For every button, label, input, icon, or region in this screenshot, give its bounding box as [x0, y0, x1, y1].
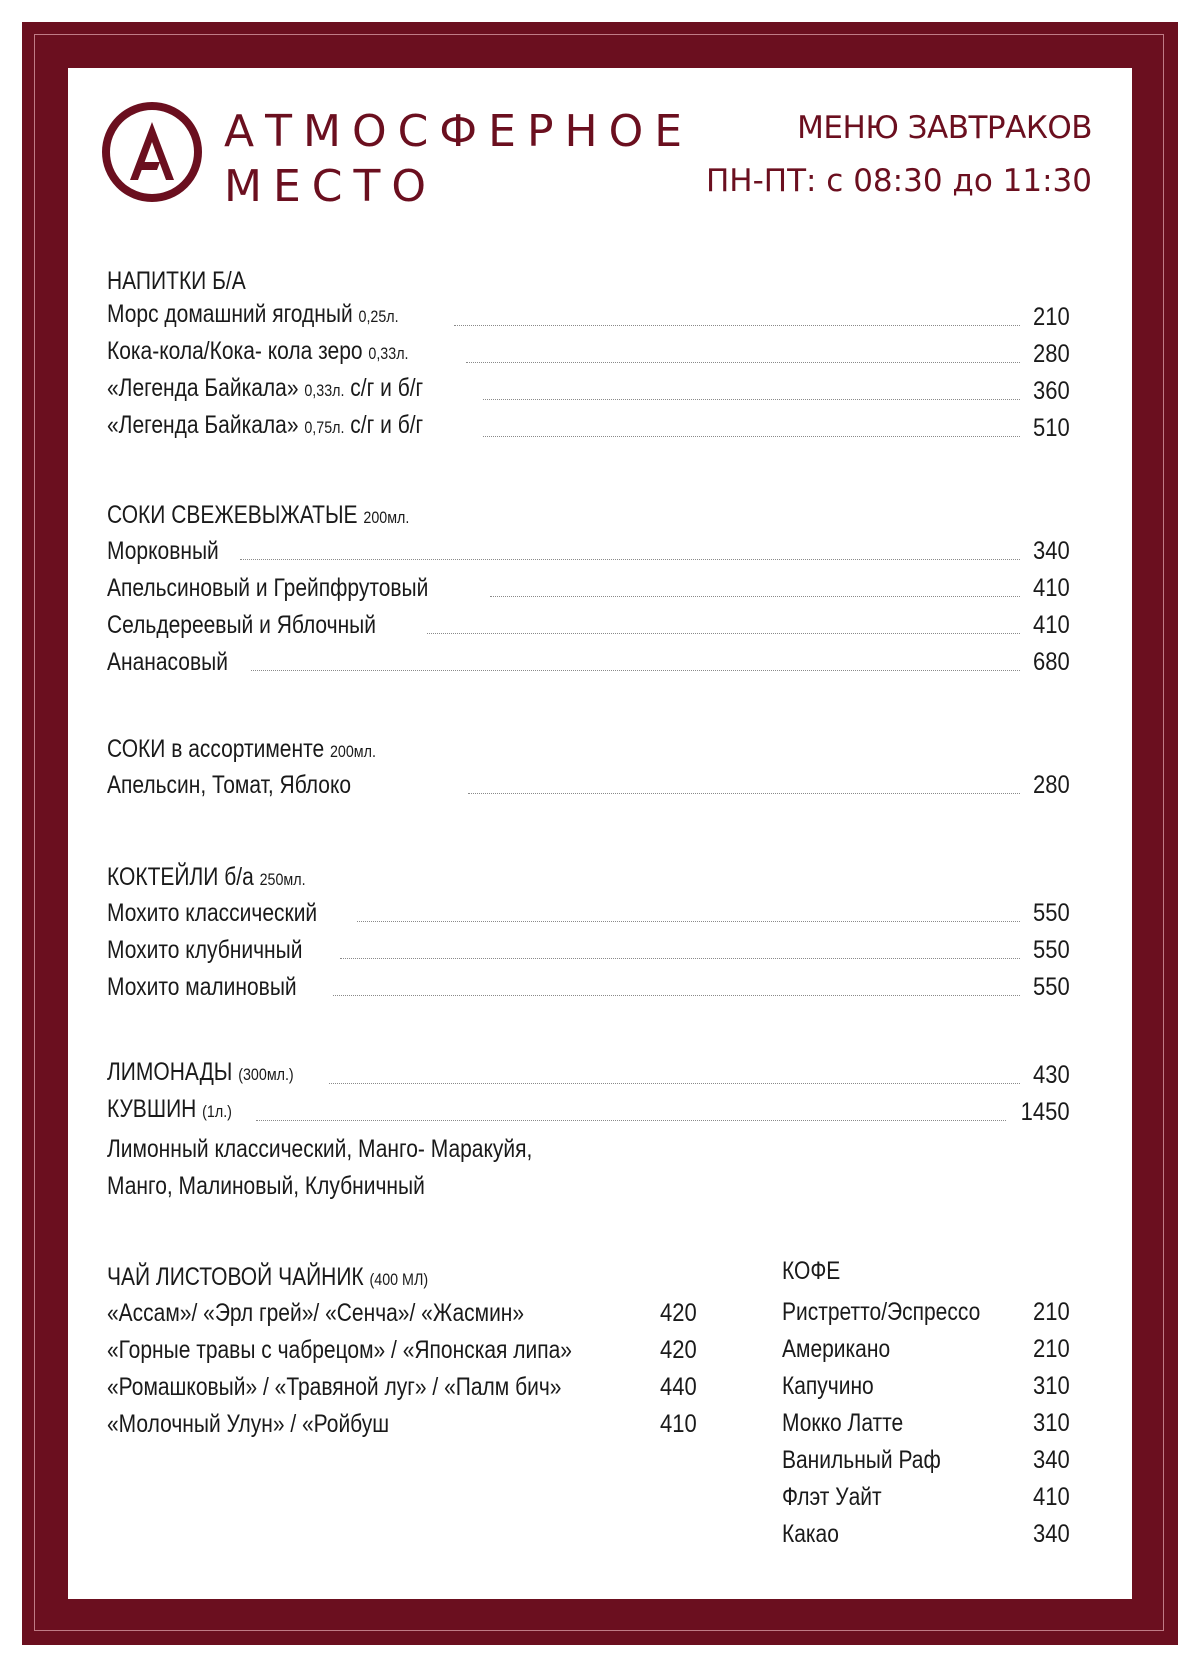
item-price: 210 [1033, 1335, 1070, 1363]
item-name: «Легенда Байкала» [107, 411, 299, 439]
item-name: Сельдереевый и Яблочный [107, 611, 377, 639]
item-volume: 0,75л. [304, 418, 345, 437]
item-name-group [107, 299, 399, 332]
item-price: 420 [660, 1299, 697, 1327]
section-volume: 200мл. [329, 742, 376, 761]
item-name: Ванильный Раф [782, 1446, 941, 1474]
menu-item [107, 1298, 697, 1328]
menu-item [107, 1060, 1070, 1090]
item-price: 360 [1033, 377, 1070, 405]
section-title-text: СОКИ СВЕЖЕВЫЖАТЫЕ [107, 501, 358, 529]
item-name: Апельсин, Томат, Яблоко [107, 771, 352, 799]
item-price: 550 [1033, 973, 1070, 1001]
menu-hours: ПН-ПТ: с 08:30 до 11:30 [705, 163, 1092, 199]
item-name-group [107, 336, 408, 369]
circle-A-logo-icon [100, 100, 204, 204]
dot-leader [333, 995, 1021, 996]
item-name: Какао [782, 1520, 839, 1548]
dot-leader [240, 559, 1020, 560]
brand-line-2: МЕСТО [224, 161, 437, 212]
section-title-text: СОКИ в ассортименте [107, 735, 325, 763]
menu-item [107, 610, 1070, 640]
lemonade-flavors-line-2: Манго, Малиновый, Клубничный [107, 1172, 425, 1200]
item-price: 440 [660, 1373, 697, 1401]
menu-item [107, 770, 1070, 800]
item-name: КУВШИН [107, 1095, 197, 1123]
item-name: Морковный [107, 537, 219, 565]
item-name: Мокко Латте [782, 1409, 904, 1437]
menu-item [107, 1097, 1070, 1127]
item-name: Мохито клубничный [107, 936, 303, 964]
item-name: «Легенда Байкала» [107, 374, 299, 402]
item-price: 310 [1033, 1372, 1070, 1400]
item-price: 310 [1033, 1409, 1070, 1437]
menu-item [782, 1297, 1070, 1327]
item-name-group [107, 1094, 232, 1127]
item-name: «Ромашковый» / «Травяной луг» / «Палм бич» [107, 1373, 562, 1401]
item-name-group [107, 373, 423, 406]
item-volume: 0,25л. [358, 307, 399, 326]
item-name: «Ассам»/ «Эрл грей»/ «Сенча»/ «Жасмин» [107, 1299, 525, 1327]
item-price: 210 [1033, 303, 1070, 331]
item-name: ЛИМОНАДЫ [107, 1058, 233, 1086]
item-price: 280 [1033, 340, 1070, 368]
dot-leader [256, 1120, 1007, 1121]
section-volume: 200мл. [363, 508, 410, 527]
item-name: Ристретто/Эспрессо [782, 1298, 981, 1326]
item-price: 550 [1033, 936, 1070, 964]
section-title-tea [107, 1262, 428, 1295]
dot-leader [454, 325, 1020, 326]
section-title-text: КОКТЕЙЛИ б/а [107, 863, 254, 891]
menu-item [782, 1445, 1070, 1475]
item-price: 430 [1033, 1061, 1070, 1089]
item-name: Ананасовый [107, 648, 228, 676]
item-variant: с/г и б/г [350, 411, 424, 439]
menu-item [782, 1371, 1070, 1401]
item-name: «Горные травы с чабрецом» / «Японская липа» [107, 1336, 572, 1364]
dot-leader [329, 1083, 1020, 1084]
item-name: Апельсиновый и Грейпфрутовый [107, 574, 429, 602]
item-name: Американо [782, 1335, 891, 1363]
lemonade-flavors-line-1: Лимонный классический, Манго- Маракуйя, [107, 1135, 533, 1163]
item-price: 410 [1033, 1483, 1070, 1511]
section-title-juices [107, 734, 376, 767]
item-name: Флэт Уайт [782, 1483, 882, 1511]
menu-item [782, 1408, 1070, 1438]
item-name: Капучино [782, 1372, 874, 1400]
item-price: 550 [1033, 899, 1070, 927]
menu-item [107, 1409, 697, 1439]
section-title-cocktails [107, 862, 306, 895]
dot-leader [357, 921, 1020, 922]
dot-leader [468, 793, 1021, 794]
item-price: 410 [1033, 574, 1070, 602]
item-price: 1450 [1021, 1098, 1070, 1126]
item-price: 680 [1033, 648, 1070, 676]
menu-title: МЕНЮ ЗАВТРАКОВ [797, 110, 1092, 146]
item-volume: 0,33л. [368, 344, 409, 363]
menu-item [107, 413, 1070, 443]
dot-leader [340, 958, 1021, 959]
brand-line-1: АТМОСФЕРНОЕ [224, 106, 694, 157]
item-price: 340 [1033, 1446, 1070, 1474]
item-name: Мохито классический [107, 899, 318, 927]
item-name-group [107, 410, 423, 443]
item-name-group [107, 1057, 294, 1090]
item-volume: 0,33л. [304, 381, 345, 400]
item-volume: (300мл.) [238, 1065, 294, 1084]
item-price: 340 [1033, 1520, 1070, 1548]
menu-item [107, 935, 1070, 965]
dot-leader [251, 670, 1020, 671]
menu-item [107, 573, 1070, 603]
section-volume: 250мл. [259, 870, 306, 889]
item-name: Мохито малиновый [107, 973, 297, 1001]
menu-item [782, 1519, 1070, 1549]
item-price: 410 [660, 1410, 697, 1438]
item-price: 280 [1033, 771, 1070, 799]
item-price: 340 [1033, 537, 1070, 565]
dot-leader [427, 633, 1020, 634]
item-name: Кока-кола/Кока- кола зеро [107, 337, 363, 365]
menu-item [107, 1335, 697, 1365]
brand-name [224, 104, 693, 214]
item-price: 510 [1033, 414, 1070, 442]
menu-item [107, 302, 1070, 332]
section-volume: (400 МЛ) [369, 1270, 429, 1289]
menu-item [782, 1334, 1070, 1364]
menu-item [107, 536, 1070, 566]
item-variant: с/г и б/г [350, 374, 424, 402]
dot-leader [483, 399, 1020, 400]
item-price: 210 [1033, 1298, 1070, 1326]
menu-item [107, 1372, 697, 1402]
menu-sheet [68, 68, 1132, 1599]
section-title-fresh-juices [107, 500, 409, 533]
section-title-coffee: КОФЕ [782, 1257, 841, 1285]
menu-item [107, 339, 1070, 369]
item-name: «Молочный Улун» / «Ройбуш [107, 1410, 390, 1438]
menu-item [107, 376, 1070, 406]
item-volume: (1л.) [202, 1102, 232, 1121]
menu-item [107, 972, 1070, 1002]
item-price: 410 [1033, 611, 1070, 639]
item-name: Морс домашний ягодный [107, 300, 353, 328]
dot-leader [490, 596, 1021, 597]
menu-item [782, 1482, 1070, 1512]
menu-item [107, 647, 1070, 677]
section-title-text: ЧАЙ ЛИСТОВОЙ ЧАЙНИК [107, 1263, 364, 1291]
dot-leader [483, 436, 1020, 437]
menu-item [107, 898, 1070, 928]
dot-leader [466, 362, 1020, 363]
item-price: 420 [660, 1336, 697, 1364]
section-title-drinks: НАПИТКИ Б/А [107, 267, 246, 295]
